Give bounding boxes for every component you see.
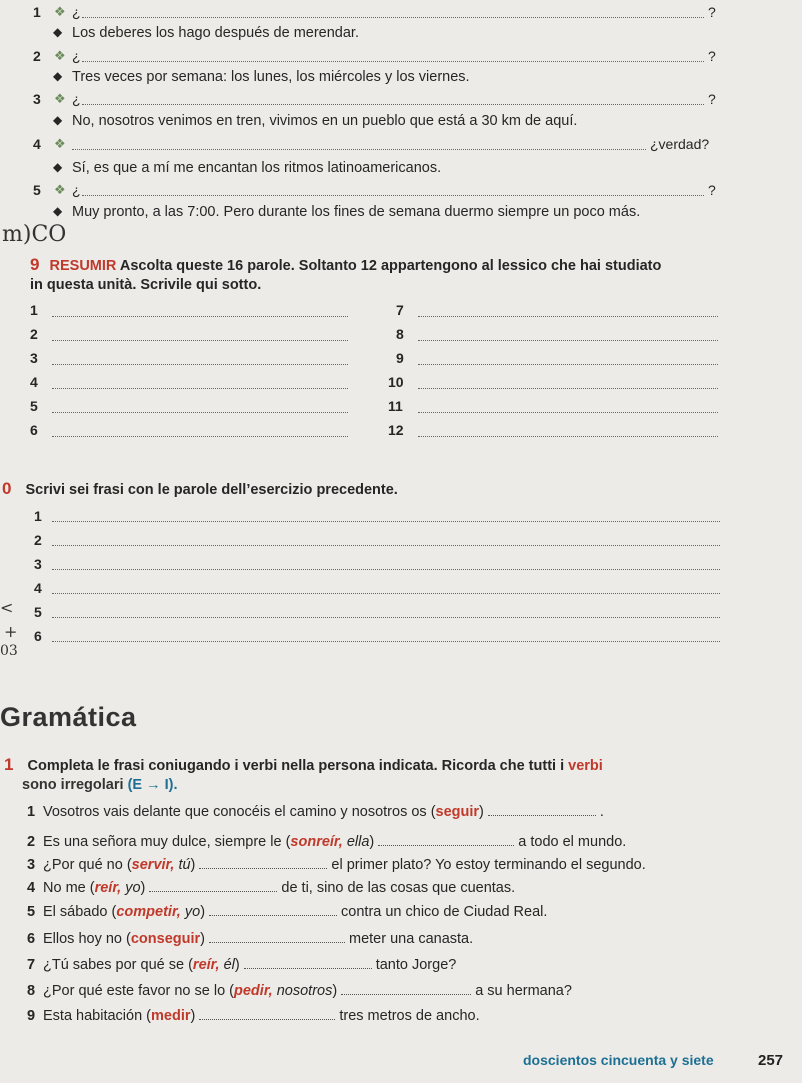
word-line[interactable] (52, 388, 348, 389)
fill-blank[interactable] (244, 958, 372, 969)
question-number: 4 (33, 136, 41, 152)
page-footer-text: doscientos cincuenta y siete (523, 1052, 714, 1068)
word-number: 6 (30, 422, 38, 438)
exercise-number: 1 (4, 755, 14, 774)
grammar-item: 7 ¿Tú sabes por qué se (reír, él) tanto Jorge? (27, 957, 457, 973)
question-number: 2 (33, 48, 41, 64)
page-number: 257 (758, 1052, 784, 1069)
word-number: 4 (30, 374, 38, 390)
word-line[interactable] (52, 364, 348, 365)
exercise-instruction: Completa le frasi coniugando i verbi nella persona indicata. Ricorda che tutti i (27, 758, 569, 774)
word-number: 5 (30, 398, 38, 414)
question-close: ¿verdad? (650, 136, 710, 152)
question-close: ? (708, 4, 716, 20)
handwritten-mark: < (0, 598, 14, 617)
sentence-number: 1 (34, 508, 42, 524)
section-heading: Gramática (0, 702, 137, 732)
word-line[interactable] (418, 388, 718, 389)
grammar-item: 2 Es una señora muy dulce, siempre le (sonreír, ella) a todo el mundo. (27, 834, 627, 850)
word-number: 8 (396, 326, 404, 342)
highlight-word: verbi (568, 758, 603, 774)
listening-icon: ❖ (54, 91, 66, 106)
answer-line[interactable] (82, 195, 704, 196)
sentence-line[interactable] (52, 593, 720, 594)
answer-line[interactable] (82, 17, 704, 18)
fill-blank[interactable] (209, 905, 337, 916)
fill-blank[interactable] (378, 835, 514, 846)
sentence-number: 2 (34, 532, 42, 548)
question-open: ¿ (72, 4, 81, 20)
exercise-instruction-2: sono irregolari (22, 777, 124, 793)
answer-line[interactable] (82, 104, 704, 105)
sentence-number: 6 (34, 628, 42, 644)
answer-text: ◆ No, nosotros venimos en tren, vivimos en un pueblo que está a 30 km de aquí. (72, 113, 577, 129)
answer-text: ◆ Tres veces por semana: los lunes, los miércoles y los viernes. (72, 69, 470, 85)
fill-blank[interactable] (341, 984, 471, 995)
word-number: 11 (388, 398, 403, 414)
grammar-item: 9 Esta habitación (medir) tres metros de ancho. (27, 1008, 480, 1024)
answer-line[interactable] (82, 61, 704, 62)
question-close: ? (708, 91, 716, 107)
grammar-item: 5 El sábado (competir, yo) contra un chico de Ciudad Real. (27, 904, 548, 920)
word-line[interactable] (52, 340, 348, 341)
question-number: 5 (33, 182, 41, 198)
answer-text: ◆ Los deberes los hago después de merendar. (72, 25, 359, 41)
listening-icon: ❖ (54, 182, 66, 197)
word-number: 7 (396, 302, 404, 318)
word-number: 12 (388, 422, 404, 438)
answer-text: ◆ Sí, es que a mí me encantan los ritmos latinoamericanos. (72, 160, 441, 176)
sentence-number: 3 (34, 556, 42, 572)
fill-blank[interactable] (199, 858, 327, 869)
word-number: 9 (396, 350, 404, 366)
grammar-item: 8 ¿Por qué este favor no se lo (pedir, nosotros) a su hermana? (27, 983, 572, 999)
exercise-number: 9 (30, 255, 40, 274)
listening-icon: ❖ (54, 136, 66, 151)
fill-blank[interactable] (488, 805, 596, 816)
sentence-line[interactable] (52, 569, 720, 570)
sentence-line[interactable] (52, 617, 720, 618)
word-number: 10 (388, 374, 404, 390)
sentence-number: 4 (34, 580, 42, 596)
handwritten-note: 03 (0, 643, 18, 659)
sentence-number: 5 (34, 604, 42, 620)
exercise-instruction-2: in questa unità. Scrivile qui sotto. (30, 277, 262, 293)
listening-icon: ❖ (54, 48, 66, 63)
exercise-number: 0 (2, 479, 12, 498)
grammar-item: 4 No me (reír, yo) de ti, sino de las cosas que cuentas. (27, 880, 516, 896)
question-number: 3 (33, 91, 41, 107)
listening-icon: ❖ (54, 4, 66, 19)
word-line[interactable] (418, 436, 718, 437)
answer-text: ◆ Muy pronto, a las 7:00. Pero durante los fines de semana duermo siempre un poco más. (72, 204, 640, 220)
fill-blank[interactable] (209, 932, 345, 943)
exercise-instruction: Scrivi sei frasi con le parole dell’esercizio precedente. (25, 482, 398, 498)
fill-blank[interactable] (149, 881, 277, 892)
word-line[interactable] (52, 412, 348, 413)
word-line[interactable] (52, 436, 348, 437)
word-line[interactable] (52, 316, 348, 317)
word-number: 2 (30, 326, 38, 342)
handwritten-note: m)CO (2, 222, 67, 247)
sentence-line[interactable] (52, 521, 720, 522)
grammar-item: 1 Vosotros vais delante que conocéis el camino y nosotros os (seguir) . (27, 804, 604, 820)
grammar-item: 6 Ellos hoy no (conseguir) meter una canasta. (27, 931, 474, 947)
question-open: ¿ (72, 48, 81, 64)
exercise-tag: RESUMIR (49, 258, 117, 274)
rule-hint: (E → I). (127, 777, 178, 793)
question-close: ? (708, 182, 716, 198)
sentence-line[interactable] (52, 545, 720, 546)
question-open: ¿ (72, 91, 81, 107)
word-line[interactable] (418, 316, 718, 317)
question-number: 1 (33, 4, 41, 20)
sentence-line[interactable] (52, 641, 720, 642)
word-line[interactable] (418, 364, 718, 365)
word-line[interactable] (418, 340, 718, 341)
handwritten-mark: + (4, 622, 18, 641)
exercise-instruction: Ascolta queste 16 parole. Soltanto 12 appartengono al lessico che hai studiato (119, 258, 662, 274)
word-number: 3 (30, 350, 38, 366)
word-line[interactable] (418, 412, 718, 413)
question-close: ? (708, 48, 716, 64)
word-number: 1 (30, 302, 38, 318)
grammar-item: 3 ¿Por qué no (servir, tú) el primer plato? Yo estoy terminando el segundo. (27, 857, 646, 873)
question-open: ¿ (72, 182, 81, 198)
answer-line[interactable] (72, 149, 646, 150)
fill-blank[interactable] (199, 1009, 335, 1020)
